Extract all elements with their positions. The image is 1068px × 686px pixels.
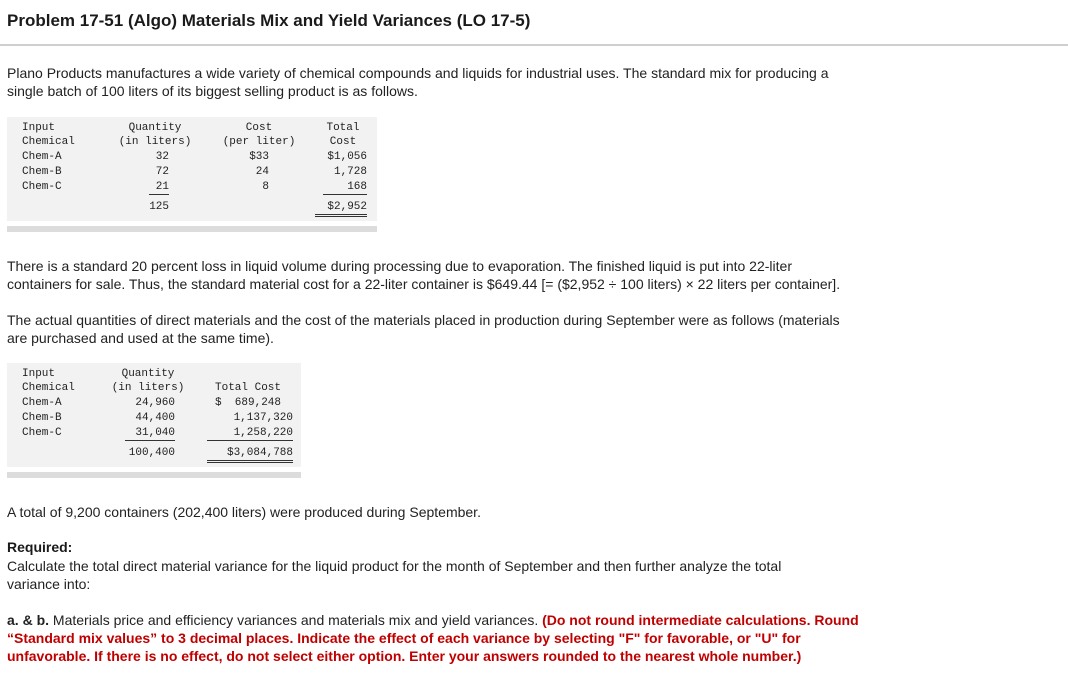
act-row-chem: Chem-C — [22, 427, 62, 439]
std-row-qty: 32 — [155, 151, 169, 163]
act-row-qty: 31,040 — [125, 426, 175, 441]
part-ab-red-3: unfavorable. If there is no effect, do not select either option. Enter your answers rounded to the nearest whole number.) — [7, 648, 802, 664]
intro-line-2: single batch of 100 liters of its biggest selling product is as follows. — [7, 83, 418, 99]
act-row-total: 1,137,320 — [233, 412, 293, 424]
part-ab-line-1 — [7, 611, 1007, 629]
intro-line-1: Plano Products manufactures a wide variety of chemical compounds and liquids for industrial uses. The standard mix for producing a — [7, 65, 829, 81]
page-title: Problem 17-51 (Algo) Materials Mix and Yield Variances (LO 17-5) — [7, 11, 531, 30]
title-bar — [0, 0, 1068, 46]
std-header-qty-2: (in liters) — [118, 136, 192, 148]
required-heading: Required: — [7, 539, 73, 555]
act-total-cost: $3,084,788 — [207, 446, 293, 463]
act-row-qty: 44,400 — [135, 412, 175, 424]
required-line-2: variance into: — [7, 576, 91, 592]
std-header-total-1: Total — [326, 122, 360, 134]
loss-line-2: containers for sale. Thus, the standard material cost for a 22-liter container is $649.44 [= ($2,952 ÷ 100 liters) × 22 liters per container]. — [7, 276, 841, 292]
part-ab-instructions — [7, 611, 1007, 665]
loss-line-1: There is a standard 20 percent loss in liquid volume during processing due to evaporation. The finished liquid is put into 22-liter — [7, 258, 792, 274]
std-header-input-2: Chemical — [22, 136, 75, 148]
loss-paragraph — [7, 257, 1007, 293]
act-header-qty-2: (in liters) — [111, 382, 185, 394]
std-row-chem: Chem-A — [22, 151, 62, 163]
std-row-cost: $33 — [249, 151, 269, 163]
act-header-total: Total Cost — [215, 382, 282, 394]
act-header-qty-1: Quantity — [121, 368, 175, 380]
required-paragraph — [7, 557, 1007, 593]
act-row-total: 1,258,220 — [207, 426, 293, 441]
act-row-chem: Chem-B — [22, 412, 62, 424]
act-header-input-1: Input — [22, 368, 56, 380]
std-row-total: 1,728 — [333, 166, 367, 178]
required-line-1: Calculate the total direct material variance for the liquid product for the month of September and then further analyze the total — [7, 558, 782, 574]
standard-mix-table — [7, 117, 377, 221]
actual-materials-table — [7, 363, 301, 467]
actual-line-1: The actual quantities of direct materials and the cost of the materials placed in production during September were as follows (materials — [7, 312, 840, 328]
act-header-input-2: Chemical — [22, 382, 75, 394]
std-total-qty: 125 — [149, 201, 169, 213]
std-row-cost: 24 — [255, 166, 269, 178]
act-row-qty: 24,960 — [135, 397, 175, 409]
std-header-total-2: Cost — [329, 136, 357, 148]
intro-paragraph — [7, 64, 1007, 100]
part-ab-red-2: “Standard mix values” to 3 decimal places. Indicate the effect of each variance by selecting "F" for favorable, or "U" for — [7, 630, 801, 646]
std-row-chem: Chem-B — [22, 166, 62, 178]
std-header-input-1: Input — [22, 122, 56, 134]
std-row-qty: 21 — [149, 180, 169, 195]
act-total-qty: 100,400 — [128, 447, 175, 459]
std-header-cost-2: (per liter) — [222, 136, 296, 148]
table-divider — [7, 226, 377, 232]
act-row-total: $ 689,248 — [215, 397, 282, 409]
part-ab-label: a. & b. — [7, 612, 50, 628]
std-row-total: $1,056 — [327, 151, 367, 163]
std-header-qty-1: Quantity — [128, 122, 182, 134]
produced-paragraph: A total of 9,200 containers (202,400 liters) were produced during September. — [7, 504, 481, 520]
table-divider — [7, 472, 301, 478]
part-ab-text: Materials price and efficiency variances and materials mix and yield variances. — [49, 612, 543, 628]
std-row-chem: Chem-C — [22, 181, 62, 193]
std-header-cost-1: Cost — [245, 122, 273, 134]
actual-paragraph — [7, 311, 1007, 347]
actual-line-2: are purchased and used at the same time). — [7, 330, 274, 346]
std-row-total: 168 — [323, 180, 367, 195]
std-total-cost: $2,952 — [315, 200, 367, 217]
std-row-cost: 8 — [262, 181, 269, 193]
part-ab-red-1: (Do not round intermediate calculations. Round — [542, 612, 859, 628]
std-row-qty: 72 — [155, 166, 169, 178]
act-row-chem: Chem-A — [22, 397, 62, 409]
